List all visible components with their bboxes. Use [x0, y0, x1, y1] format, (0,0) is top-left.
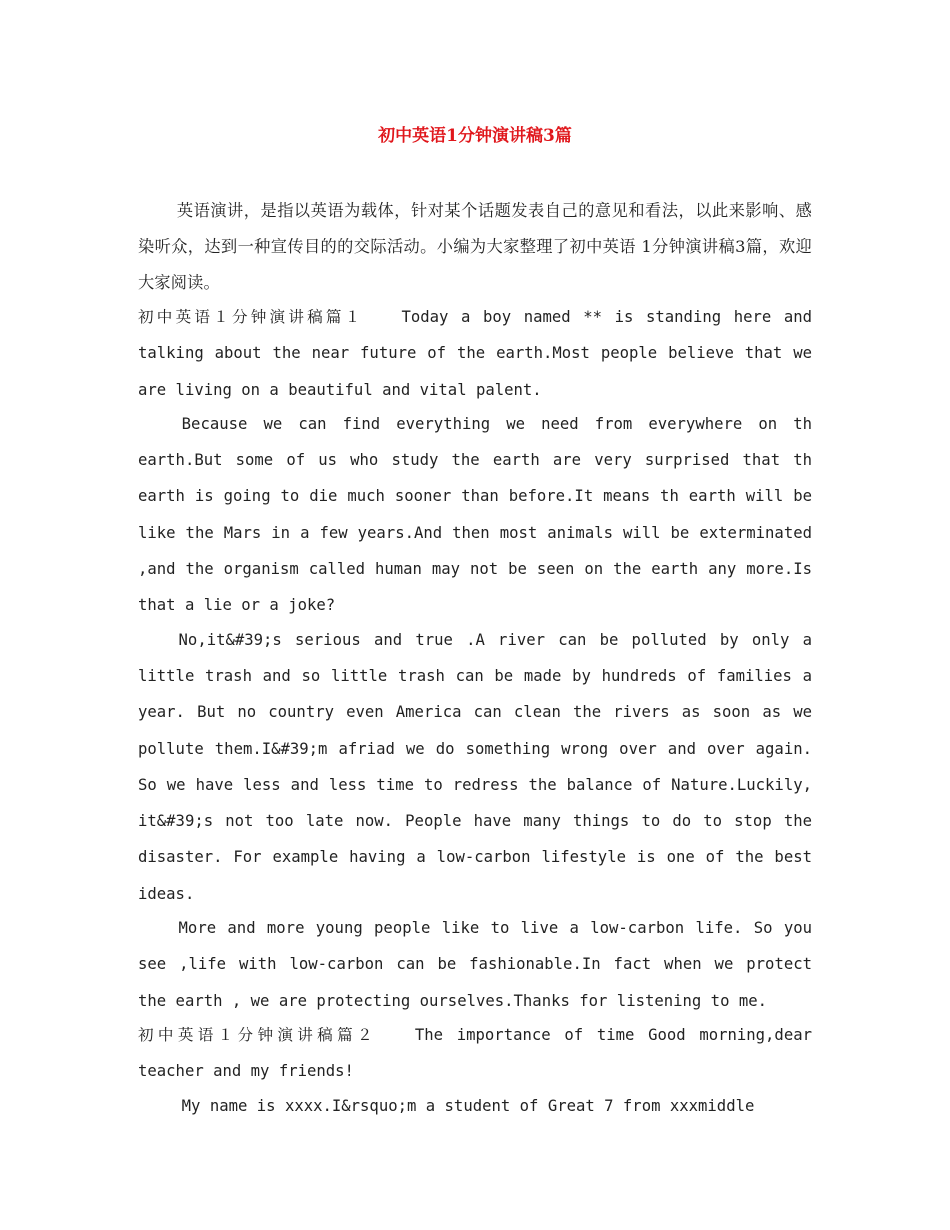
intro-paragraph: 英语演讲，是指以英语为载体，针对某个话题发表自己的意见和看法，以此来影响、感染听众，达到一种宣传目的的交际活动。小编为大家整理了初中英语 1分钟演讲稿3篇，欢迎大家阅读。 [138, 201, 812, 292]
document-title: 初中英语1分钟演讲稿3篇 [378, 126, 572, 146]
body-paragraph: Because we can find everything we need from everywhere on th earth.But some of us who study the earth are very surprised that th earth is going to die much sooner than before.It means th earth will be like the Mars in a few years.And then most animals will be exterminated ,and the organism called human may not be seen on the earth any more.Is that a lie or a joke? [138, 414, 812, 615]
body-paragraph: No,it&#39;s serious and true .A river can be polluted by only a little trash and so little trash can be made by hundreds of families a year. But no country even America can clean the rivers as soon as we pollute them.I&#39;m afriad we do something wrong over and over again. So we have less and less time to redress the balance of Nature.Luckily, it&#39;s not too late now. People have many things to do to stop the disaster. For example having a low-carbon lifestyle is one of the best ideas. [138, 630, 812, 903]
body-paragraph: More and more young people like to live a low-carbon life. So you see ,life with low-carbon can be fashionable.In fact when we protect the earth , we are protecting ourselves.Thanks for listening to me. [138, 919, 812, 1010]
section-2-lead-text: The importance of time Good morning,dear teacher and my friends! [138, 1025, 812, 1081]
document-body [138, 193, 812, 1124]
section-2-opening [138, 1017, 812, 1090]
section-1-lead-text: Today a boy named ** is standing here and talking about the near future of the earth.Most people believe that we are living on a beautiful and vital palent. [138, 308, 812, 399]
section-1-heading: 初中英语１分钟演讲稿篇１ [138, 308, 364, 326]
section-2-heading: 初中英语１分钟演讲稿篇２ [138, 1025, 377, 1044]
body-paragraph: My name is xxxx.I&rsquo;m a student of Great 7 from xxxmiddle [181, 1096, 755, 1115]
section-1-opening [138, 299, 812, 408]
